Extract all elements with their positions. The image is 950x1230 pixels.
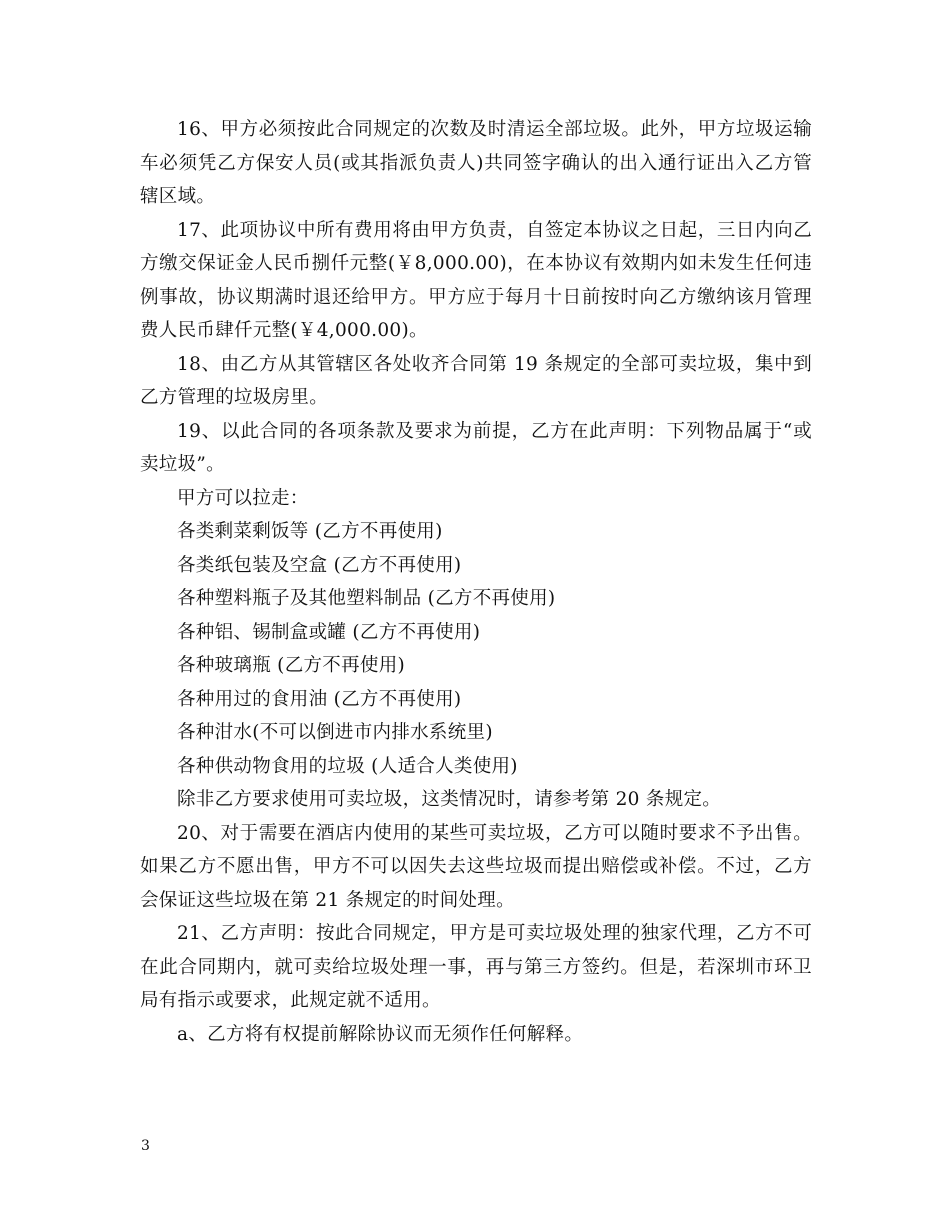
list-intro: 甲方可以拉走： bbox=[177, 487, 309, 509]
list-item: 各种用过的食用油 (乙方不再使用) bbox=[177, 688, 462, 710]
list-item: 各种供动物食用的垃圾 (人适合人类使用) bbox=[177, 755, 518, 777]
clause-18: 18、由乙方从其管辖区各处收齐合同第 19 条规定的全部可卖垃圾，集中到乙方管理的垃圾房里。 bbox=[140, 353, 812, 408]
clause-17: 17、此项协议中所有费用将由甲方负责，自签定本协议之日起，三日内向乙方缴交保证金人民币捌仟元整(￥8,000.00)，在本协议有效期内如未发生任何违例事故，协议期满时退还给甲方。甲方应于每月十日前按时向乙方缴纳该月管理费人民币肆仟元整(￥4,000.00)。 bbox=[140, 219, 812, 341]
clause-21-a: a、乙方将有权提前解除协议而无须作任何解释。 bbox=[177, 1023, 584, 1045]
document-body bbox=[140, 113, 812, 1051]
clause-20: 20、对于需要在酒店内使用的某些可卖垃圾，乙方可以随时要求不予出售。如果乙方不愿出售，甲方不可以因失去这些垃圾而提出赔偿或补偿。不过，乙方会保证这些垃圾在第 21 条规定的时间处理。 bbox=[140, 822, 812, 911]
list-item: 各种泔水(不可以倒进市内排水系统里) bbox=[177, 722, 493, 743]
list-item: 各类纸包装及空盒 (乙方不再使用) bbox=[177, 554, 462, 576]
clause-19: 19、以此合同的各项条款及要求为前提，乙方在此声明：下列物品属于“或卖垃圾”。 bbox=[140, 420, 812, 475]
clause-16: 16、甲方必须按此合同规定的次数及时清运全部垃圾。此外，甲方垃圾运输车必须凭乙方保安人员(或其指派负责人)共同签字确认的出入通行证出入乙方管辖区域。 bbox=[140, 119, 812, 207]
list-item: 各种玻璃瓶 (乙方不再使用) bbox=[177, 655, 406, 676]
page-number: 3 bbox=[141, 1138, 150, 1154]
clause-21: 21、乙方声明：按此合同规定，甲方是可卖垃圾处理的独家代理，乙方不可在此合同期内，就可卖给垃圾处理一事，再与第三方签约。但是，若深圳市环卫局有指示或要求，此规定就不适用。 bbox=[140, 923, 812, 1011]
list-item: 各类剩菜剩饭等 (乙方不再使用) bbox=[177, 521, 443, 542]
list-item: 除非乙方要求使用可卖垃圾，这类情况时，请参考第 20 条规定。 bbox=[177, 789, 722, 810]
list-item: 各种塑料瓶子及其他塑料制品 (乙方不再使用) bbox=[177, 588, 556, 609]
list-item: 各种铝、锡制盒或罐 (乙方不再使用) bbox=[177, 621, 481, 643]
